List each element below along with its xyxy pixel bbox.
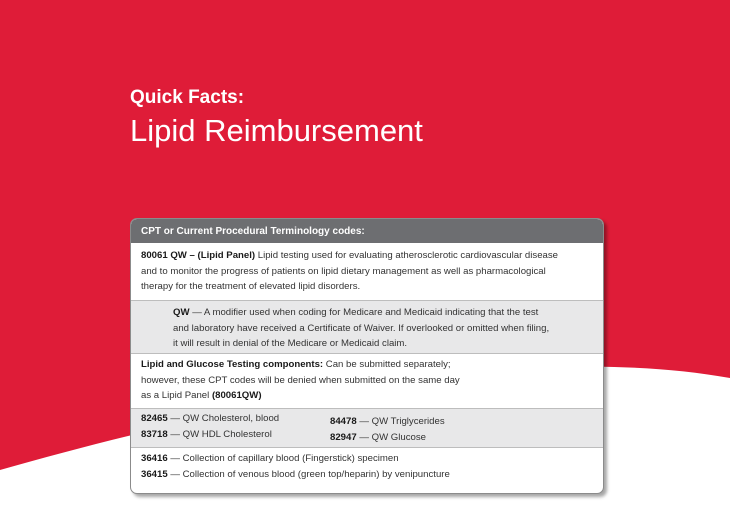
qw-modifier-row [131, 300, 603, 353]
components-row [131, 353, 603, 408]
test-code: 82465 [141, 413, 168, 424]
components-line2: however, these CPT codes will be denied when submitted on the same day [141, 374, 460, 386]
test-item [330, 430, 445, 446]
components-line3: as a Lipid Panel [141, 390, 212, 402]
card-header: CPT or Current Procedural Terminology codes: [131, 219, 603, 243]
test-desc: — QW Glucose [356, 431, 426, 443]
qw-code: QW [173, 307, 190, 318]
lipid-panel-line2: and to monitor the progress of patients on lipid dietary management as well as pharmacological [141, 265, 546, 277]
collection-code: 36415 [141, 468, 168, 480]
test-item [330, 414, 445, 430]
test-code: 84478 [330, 416, 357, 427]
tests-row [131, 408, 603, 447]
tests-left-column [141, 411, 279, 442]
qw-line2: and laboratory have received a Certificate of Waiver. If overlooked or omitted when filing, [173, 322, 550, 334]
heading-lipid-reimbursement: Lipid Reimbursement [130, 113, 423, 148]
test-desc: — QW Cholesterol, blood [167, 413, 280, 424]
collection-desc: — Collection of venous blood (green top/heparin) by venipuncture [167, 468, 450, 480]
components-title: Lipid and Glucose Testing components: [141, 359, 324, 370]
cpt-codes-card [130, 218, 604, 494]
components-line1: Can be submitted separately; [323, 359, 451, 370]
test-item [141, 427, 279, 443]
test-item [141, 411, 279, 427]
test-code: 83718 [141, 428, 168, 440]
lipid-panel-line3: therapy for the treatment of elevated lipid disorders. [141, 281, 361, 293]
collection-desc: — Collection of capillary blood (Fingerstick) specimen [167, 453, 399, 464]
qw-line3: it will result in denial of the Medicare or Medicaid claim. [173, 338, 408, 350]
tests-right-column [330, 414, 445, 445]
collection-item [141, 467, 593, 483]
lipid-panel-row [131, 243, 603, 300]
test-desc: — QW HDL Cholesterol [167, 428, 272, 440]
collection-item [141, 451, 593, 467]
components-line3-code: (80061QW) [211, 390, 262, 402]
collection-row [131, 447, 603, 491]
collection-code: 36416 [141, 453, 168, 464]
test-desc: — QW Triglycerides [356, 416, 445, 427]
qw-line1: — A modifier used when coding for Medicare and Medicaid indicating that the test [189, 307, 539, 318]
test-code: 82947 [330, 431, 357, 443]
heading-quick-facts: Quick Facts: [130, 87, 245, 108]
page-heading [130, 86, 423, 150]
lipid-panel-line1: Lipid testing used for evaluating atherosclerotic cardiovascular disease [255, 250, 558, 261]
lipid-panel-code: 80061 QW – (Lipid Panel) [141, 250, 256, 261]
